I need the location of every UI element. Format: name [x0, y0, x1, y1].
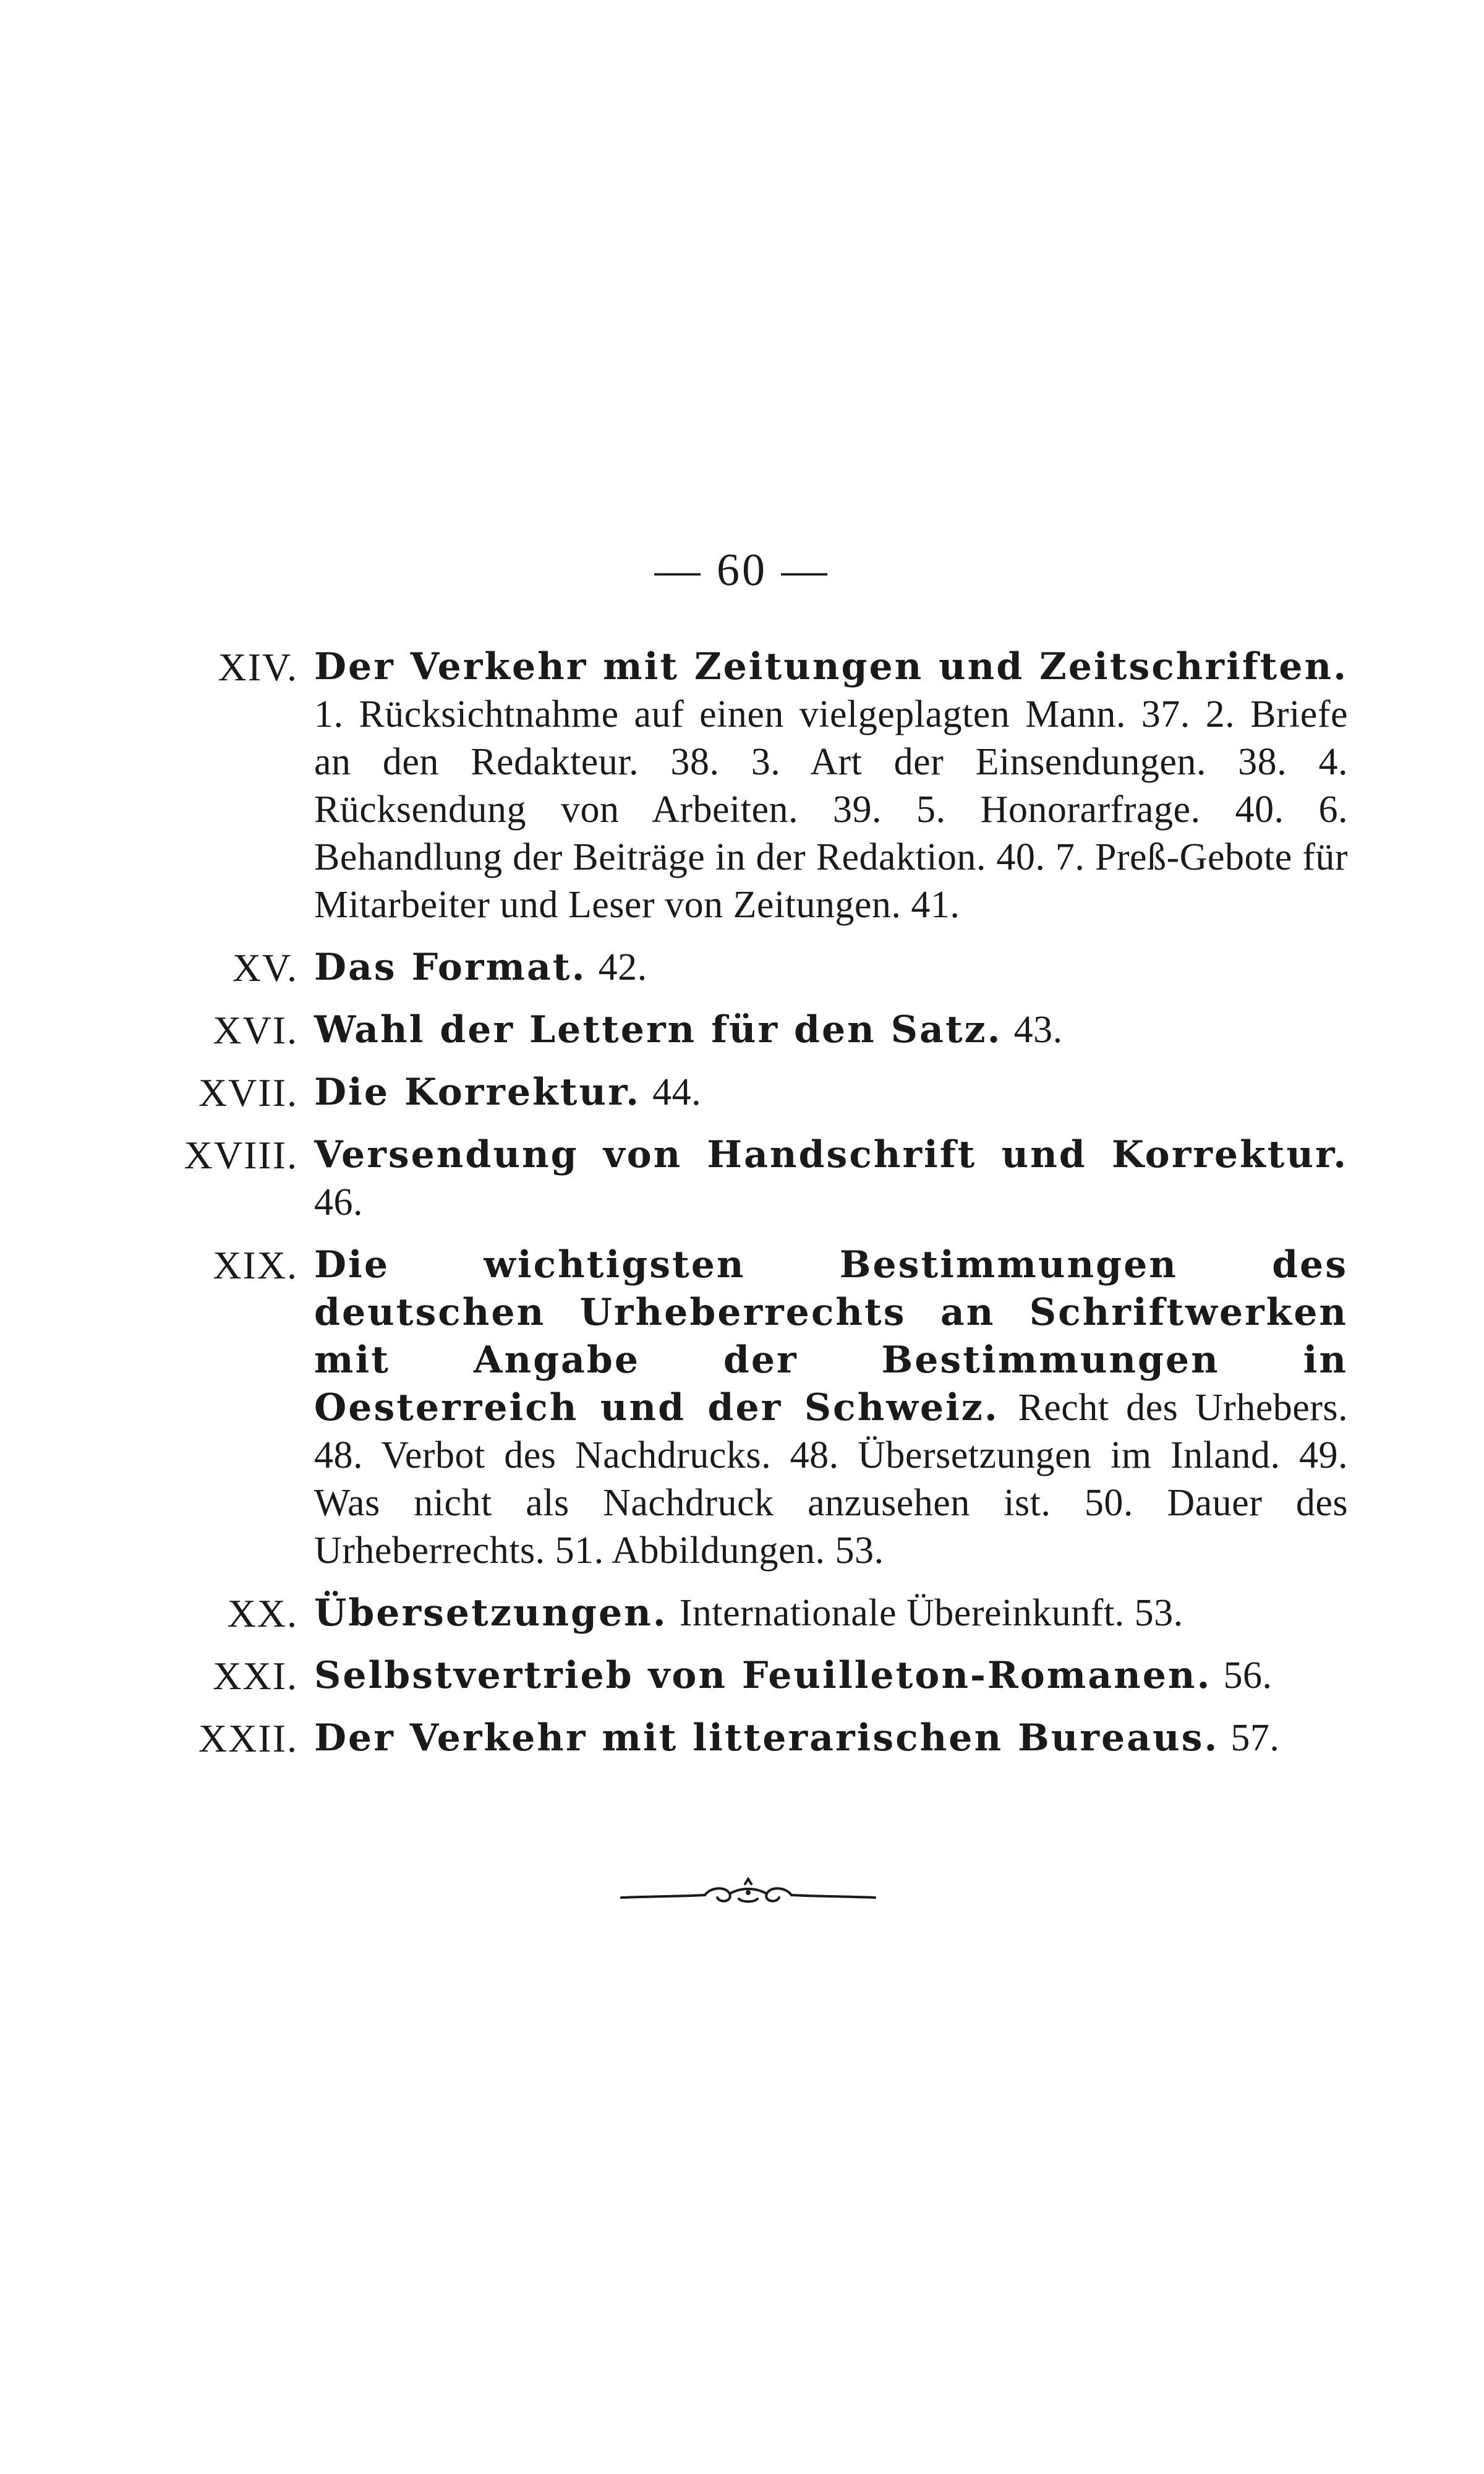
- entry-details: Recht des Urhebers. 48. Verbot des Nachdrucks. 48. Übersetzungen im Inland. 49. Was nicht als Nachdruck anzusehen ist. 50. Dauer des Urheberrechts. 51. Abbildungen. 53.: [314, 1387, 1349, 1572]
- toc-entry-xx: [136, 1590, 1348, 1637]
- entry-title: Die wichtigsten Bestimmungen des deutschen Urheberrechts an Schriftwerken mit Angabe der Bestimmungen in Oesterreich und der Schweiz.: [314, 1243, 1348, 1429]
- entry-number: XIV.: [218, 645, 298, 689]
- toc-entry-xviii: [136, 1131, 1348, 1226]
- ornament-divider-icon: [618, 1874, 878, 1917]
- entry-number: XXII.: [198, 1716, 298, 1760]
- toc-entry-xv: [136, 944, 1348, 991]
- entry-title: Versendung von Handschrift und Korrektur.: [314, 1133, 1348, 1176]
- entry-number: XVII.: [198, 1071, 298, 1115]
- toc-entry-xix: [136, 1241, 1348, 1575]
- toc-entry-xvii: [136, 1069, 1348, 1116]
- entry-title: Der Verkehr mit Zeitungen und Zeitschriften.: [314, 645, 1348, 688]
- toc-entry-xiv: [136, 643, 1348, 929]
- toc-entry-xvi: [136, 1006, 1348, 1054]
- entry-page: 46.: [314, 1181, 363, 1223]
- entry-title: Das Format.: [314, 946, 587, 989]
- entry-title: Wahl der Lettern für den Satz.: [314, 1008, 1002, 1051]
- entry-page: 56.: [1223, 1654, 1273, 1697]
- entry-page: 43.: [1013, 1009, 1063, 1051]
- entry-details: 1. Rücksichtnahme auf einen vielgeplagten Mann. 37. 2. Briefe an den Redakteur. 38. 3. Art der Einsendungen. 38. 4. Rücksendung von Arbeiten. 39. 5. Honorarfrage. 40. 6. Behandlung der Beiträge in der Redaktion. 40. 7. Preß-Gebote für Mitarbeiter und Leser von Zeitungen. 41.: [314, 693, 1348, 926]
- entry-number: XXI.: [213, 1654, 298, 1698]
- entry-number: XV.: [232, 946, 298, 990]
- page-number: — 60 —: [654, 545, 830, 596]
- entry-page: 57.: [1230, 1717, 1280, 1759]
- table-of-contents: [136, 643, 1348, 1777]
- entry-details: Internationale Übereinkunft. 53.: [679, 1592, 1183, 1634]
- toc-entry-xxi: [136, 1652, 1348, 1700]
- entry-title: Selbstvertrieb von Feuilleton-Romanen.: [314, 1654, 1212, 1697]
- entry-number: XVI.: [213, 1008, 298, 1052]
- entry-page: 42.: [598, 946, 647, 988]
- entry-number: XIX.: [213, 1243, 298, 1287]
- entry-page: 44.: [652, 1071, 702, 1113]
- entry-number: XX.: [227, 1591, 298, 1635]
- toc-entry-xxii: [136, 1714, 1348, 1762]
- entry-number: XVIII.: [184, 1133, 298, 1177]
- entry-title: Die Korrektur.: [314, 1071, 641, 1114]
- entry-title: Der Verkehr mit litterarischen Bureaus.: [314, 1716, 1219, 1760]
- entry-title: Übersetzungen.: [314, 1591, 668, 1635]
